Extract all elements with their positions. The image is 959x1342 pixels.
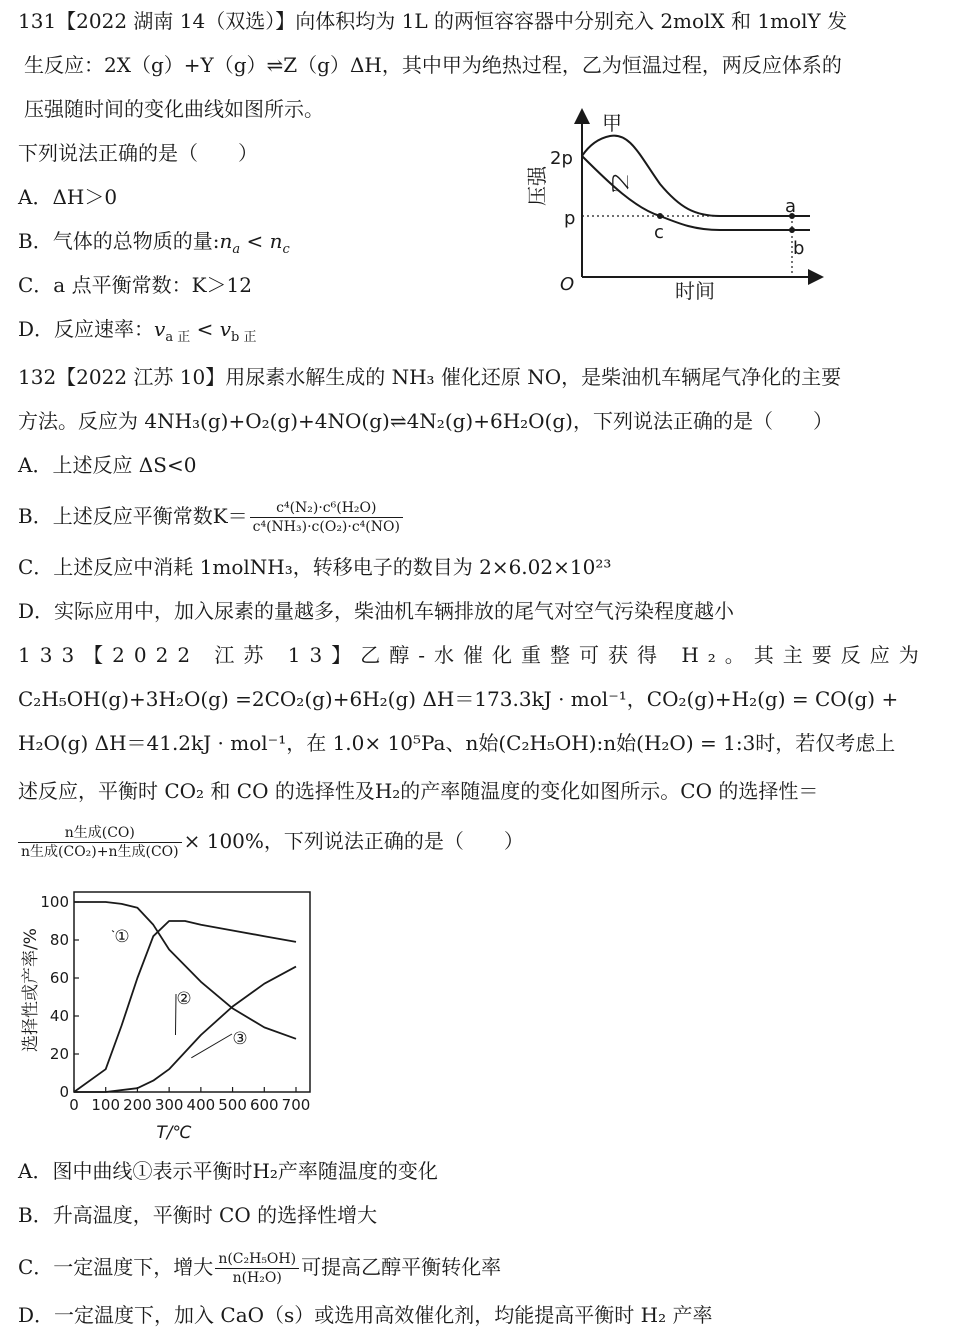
q131-option-d-sub2: b 正 [231,330,257,345]
series-label-1: ① [114,927,130,947]
q132-option-b [18,496,405,536]
q133-option-c-denominator: n(H₂O) [232,1270,282,1286]
q131-option-d-sub1: a 正 [165,330,191,345]
origin-o: O [560,274,575,295]
label-c: c [654,222,664,243]
series-label-3: ③ [232,1029,248,1049]
y-tick-label: 0 [59,1083,69,1101]
q133-option-c-tail: 可提高乙醇平衡转化率 [301,1255,502,1279]
q131-option-a: A．ΔH＞0 [18,185,118,209]
curve-yi [582,156,810,230]
q131-option-d [18,314,257,353]
q133-option-d: D．一定温度下，加入 CaO（s）或选用高效催化剂，均能提高平衡时 H₂ 产率 [18,1303,713,1327]
x-axis-label: 时间 [675,279,715,303]
q133-option-c [18,1244,501,1290]
q133-frac-tail: × 100%，下列说法正确的是（ ） [183,829,524,853]
q131-option-b [18,226,290,265]
x-tick-label: 300 [154,1096,184,1114]
q132-option-b-text: B．上述反应平衡常数K＝ [18,504,248,528]
q131-option-b-n2: n [269,229,283,253]
q133-frac-numerator: n生成(CO) [18,824,182,843]
selectivity-chart [14,886,314,1148]
series-line-3 [74,967,296,1092]
q132-option-d: D．实际应用中，加入尿素的量越多，柴油机车辆排放的尾气对空气污染程度越小 [18,599,735,623]
q133-frac-denominator: n生成(CO₂)+n生成(CO) [21,844,179,860]
q131-line1: 131【2022 湖南 14（双选）】向体积均为 1L 的两恒容容器中分别充入 2molX 和 1molY 发 [18,9,848,33]
q133-option-c-numerator: n(C₂H₅OH) [215,1250,299,1269]
y-tick-label: 20 [49,1045,69,1063]
x-tick-label: 600 [249,1096,279,1114]
q132-line1: 132【2022 江苏 10】用尿素水解生成的 NH₃ 催化还原 NO，是柴油机车辆尾气净化的主要 [18,365,842,389]
q132-k-numerator: c⁴(N₂)·c⁶(H₂O) [250,499,403,518]
q132-option-c: C．上述反应中消耗 1molNH₃，转移电子的数目为 2×6.02×10²³ [18,555,612,579]
q133-line1: 133【2022 江苏 13】乙醇-水催化重整可获得 H₂。其主要反应为 [18,643,928,667]
q133-option-a: A．图中曲线①表示平衡时H₂产率随温度的变化 [18,1159,438,1183]
q133-option-c-text: C．一定温度下，增大 [18,1255,214,1279]
q133-co-fraction [18,824,182,861]
q131-question: 下列说法正确的是（ ） [18,141,258,165]
x-tick-label: 200 [123,1096,152,1114]
q131-option-b-text: B．气体的总物质的量: [18,229,220,253]
label-jia: 甲 [602,111,622,135]
q131-option-b-lt: < [240,229,270,253]
q131-option-d-v1: v [154,317,166,341]
q133-line4: 述反应，平衡时 CO₂ 和 CO 的选择性及H₂的产率随温度的变化如图所示。CO 的选择性＝ [18,779,819,803]
label-b: b [793,238,805,259]
q131-option-c: C．a 点平衡常数：K＞12 [18,273,252,297]
q131-option-d-v2: v [219,317,232,341]
q131-option-d-lt: < [190,317,220,341]
q131-line3: 压强随时间的变化曲线如图所示。 [24,97,324,121]
y-tick-label: 60 [49,969,69,987]
label-a: a [785,196,797,217]
q133-selectivity-formula [18,818,524,864]
point-c [657,213,663,219]
q132-k-denominator: c⁴(NH₃)·c(O₂)·c⁴(NO) [252,519,400,535]
q133-option-b: B．升高温度，平衡时 CO 的选择性增大 [18,1203,378,1227]
q131-option-b-sub-a: a [232,242,241,257]
tick-2p: 2p [550,148,573,169]
y-tick-label: 40 [49,1007,69,1025]
x-tick-label: 100 [91,1096,121,1114]
q132-k-fraction [250,499,403,536]
y-axis-label: 压强 [525,166,549,206]
y-tick-label: 80 [49,931,69,949]
q132-option-a: A．上述反应 ΔS<0 [18,453,197,477]
x-tick-label: 0 [69,1096,79,1114]
q132-line2: 方法。反应为 4NH₃(g)+O₂(g)+4NO(g)⇌4N₂(g)+6H₂O(g)，下列说法正确的是（ ） [18,409,833,433]
point-b [789,227,795,233]
x-tick-label: 500 [218,1096,247,1114]
q131-option-d-text: D．反应速率： [18,317,155,341]
q133-option-c-fraction [215,1250,299,1287]
x-tick-label: 700 [281,1096,311,1114]
chart-x-label: T/℃ [156,1123,192,1143]
q131-option-b-n1: n [219,229,233,253]
series-label-2: ② [176,989,192,1009]
q131-option-b-sub-c: c [282,242,290,257]
q131-line2: 生反应：2X（g）+Y（g）⇌Z（g）ΔH，其中甲为绝热过程，乙为恒温过程，两反应体系的 [24,53,842,77]
x-tick-label: 400 [186,1096,216,1114]
label-yi: 乙 [608,173,632,193]
q133-line3: H₂O(g) ΔH＝41.2kJ · mol⁻¹，在 1.0× 10⁵Pa、n始(C₂H₅OH):n始(H₂O) = 1:3时，若仅考虑上 [18,731,896,755]
chart-y-label: 选择性或产率/% [21,928,41,1052]
pressure-time-graph [520,100,830,310]
y-tick-label: 100 [40,893,69,911]
q133-line2: C₂H₅OH(g)+3H₂O(g) =2CO₂(g)+6H₂(g) ΔH＝173.3kJ · mol⁻¹，CO₂(g)+H₂(g) = CO(g) + [18,687,899,711]
series-line-1 [74,902,296,1039]
tick-p: p [564,208,576,229]
